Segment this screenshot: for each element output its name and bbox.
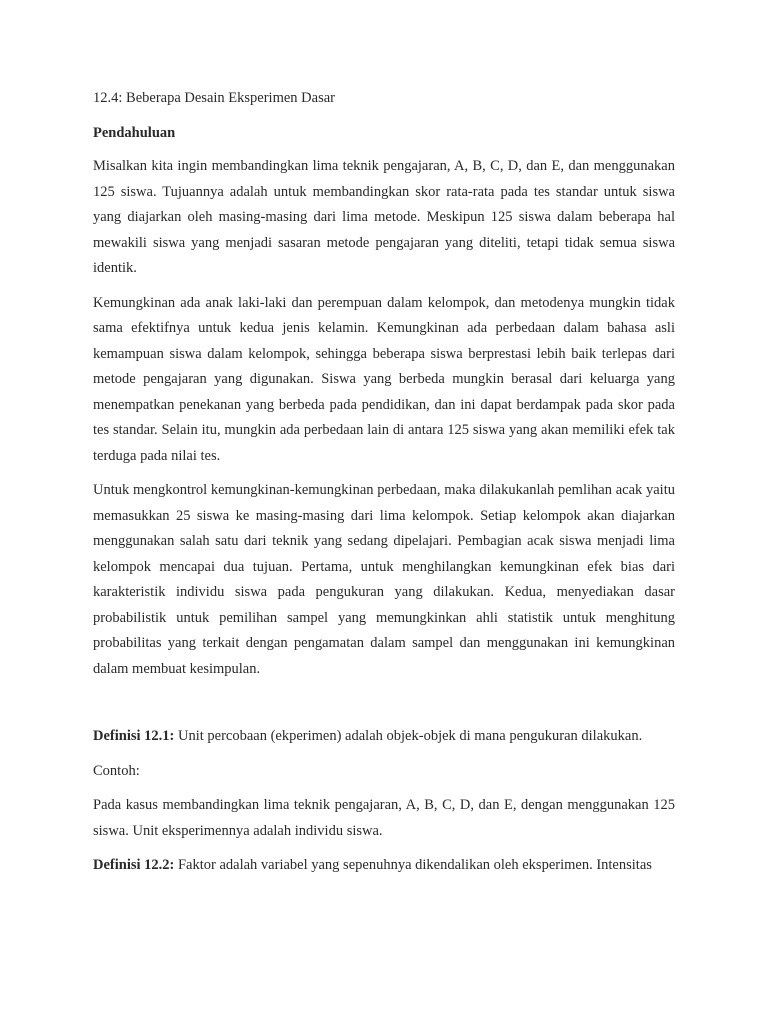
example-label: Contoh: <box>93 762 140 779</box>
paragraph-3: Untuk mengkontrol kemungkinan-kemungkinan perbedaan, maka dilakukanlah pemlihan acak yaitu memasukkan 25 siswa ke masing-masing dari lima kelompok. Setiap kelompok akan diajarkan menggunakan salah satu dari teknik yang sedang dipelajari. Pembagian acak siswa menjadi lima kelompok mencapai dua tujuan. Pertama, untuk menghilangkan kemungkinan efek bias dari karakteristik individu siswa pada pengukuran yang dilakukan. Kedua, menyediakan dasar probabilistik untuk pemilihan sampel yang memungkinkan ahli statistik untuk menghitung probabilitas yang terkait dengan pengamatan dalam sampel dan menggunakan ini kemungkinan dalam membuat kesimpulan. <box>93 482 675 677</box>
definition-12-1-text: Unit percobaan (ekperimen) adalah objek-objek di mana pengukuran dilakukan. <box>174 728 643 744</box>
definition-12-2 <box>93 853 675 879</box>
definition-12-2-label: Definisi 12.2: <box>93 857 175 873</box>
section-title: 12.4: Beberapa Desain Eksperimen Dasar <box>93 90 335 106</box>
intro-heading: Pendahuluan <box>93 124 176 141</box>
definition-12-1-label: Definisi 12.1: <box>93 728 175 744</box>
section-spacer <box>93 691 675 724</box>
document-page <box>93 86 675 888</box>
definition-12-2-text: Faktor adalah variabel yang sepenuhnya dikendalikan oleh eksperimen. Intensitas <box>174 857 652 873</box>
definition-12-1 <box>93 724 675 750</box>
paragraph-2: Kemungkinan ada anak laki-laki dan perempuan dalam kelompok, dan metodenya mungkin tidak sama efektifnya untuk kedua jenis kelamin. Kemungkinan ada perbedaan dalam bahasa asli kemampuan siswa dalam kelompok, sehingga beberapa siswa berprestasi lebih baik terlepas dari metode pengajaran yang digunakan. Siswa yang berbeda mungkin berasal dari keluarga yang menempatkan penekanan yang berbeda pada pendidikan, dan ini dapat berdampak pada skor pada tes standar. Selain itu, mungkin ada perbedaan lain di antara 125 siswa yang akan memiliki efek tak terduga pada nilai tes. <box>93 294 675 464</box>
example-text: Pada kasus membandingkan lima teknik pengajaran, A, B, C, D, dan E, dengan menggunakan 125 siswa. Unit eksperimennya adalah individu siswa. <box>93 797 675 839</box>
paragraph-1: Misalkan kita ingin membandingkan lima teknik pengajaran, A, B, C, D, dan E, dan menggunakan 125 siswa. Tujuannya adalah untuk membandingkan skor rata-rata pada tes standar untuk siswa yang diajarkan oleh masing-masing dari lima metode. Meskipun 125 siswa dalam beberapa hal mewakili siswa yang menjadi sasaran metode pengajaran yang diteliti, tetapi tidak semua siswa identik. <box>93 158 675 276</box>
